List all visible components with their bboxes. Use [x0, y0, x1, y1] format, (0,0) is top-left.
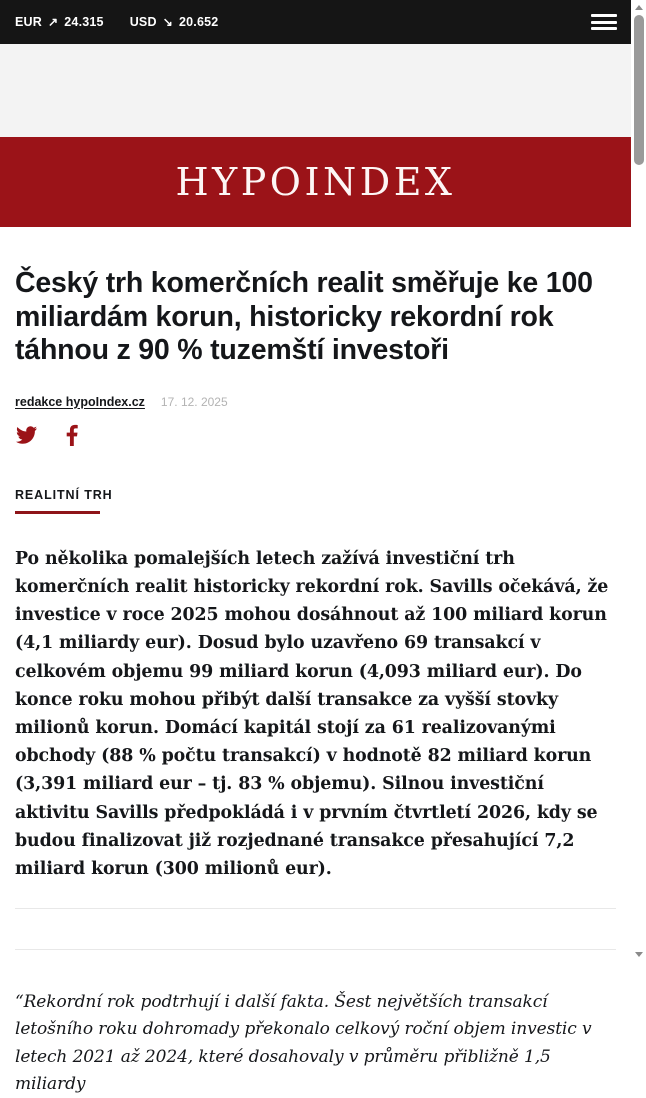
- social-share-group: [15, 424, 616, 447]
- hamburger-bar: [591, 14, 617, 17]
- facebook-icon[interactable]: [60, 424, 83, 447]
- ticker-usd-value: 20.652: [178, 15, 219, 29]
- hamburger-bar: [591, 27, 617, 30]
- scroll-up-arrow[interactable]: [632, 0, 646, 14]
- header-spacer: [0, 44, 631, 137]
- top-bar: [0, 0, 631, 44]
- publish-date: 17. 12. 2025: [160, 394, 228, 409]
- hamburger-bar: [591, 21, 617, 24]
- chevron-down-icon: [635, 952, 643, 957]
- article-paragraph: Po několika pomalejších letech zažívá investiční trh komerčních realit historicky rekordní rok. Savills očekává, že investice v roce 2025 mohou dosáhnout až 100 miliard korun (4,1 miliardy eur). Dosud bylo uzavřeno 69 transakcí v celkovém objemu 99 miliard korun (4,093 miliard eur). Do konce roku mohou přibýt další transakce za vyšší stovky milionů korun. Domácí kapitál stojí za 61 realizovanými obchody (88 % počtu transakcí) v hodnotě 82 miliard korun (3,391 miliard eur – tj. 83 % objemu). Silnou investiční aktivitu Savills předpokládá i v prvním čtvrtletí 2026, kdy se budou finalizovat již rozjednané transakce přesahující 7,2 miliard korun (300 milionů eur).: [15, 548, 609, 879]
- ticker-usd[interactable]: [130, 15, 219, 29]
- author-link[interactable]: redakce hypoIndex.cz: [15, 394, 145, 409]
- trend-up-icon: ↗: [48, 15, 59, 29]
- hamburger-menu-icon[interactable]: [591, 12, 617, 32]
- site-logo[interactable]: HYPOINDEX: [175, 160, 456, 204]
- vertical-scrollbar[interactable]: [631, 0, 645, 961]
- scroll-thumb[interactable]: [634, 15, 644, 165]
- article-quote: “Rekordní rok podtrhují i další fakta. Šest největších transakcí letošního roku dohromady překonalo celkový roční objem investic v letech 2021 až 2024, které dosahovaly v průměru přibližně 1,5 miliardy: [15, 992, 592, 1094]
- ticker-usd-code: USD: [129, 15, 157, 29]
- scroll-down-arrow[interactable]: [632, 947, 646, 961]
- chevron-up-icon: [635, 5, 643, 10]
- category-label[interactable]: REALITNÍ TRH: [15, 487, 113, 502]
- article: [0, 267, 631, 1098]
- article-meta: [15, 395, 616, 409]
- page-title: Český trh komerčních realit směřuje ke 100 miliardám korun, historicky rekordní rok táhnou z 90 % tuzemští investoři: [15, 267, 593, 367]
- section-divider: [15, 908, 616, 909]
- site-banner: [0, 137, 631, 227]
- trend-down-icon: ↘: [162, 15, 173, 29]
- ticker-eur-code: EUR: [15, 15, 42, 29]
- category-accent-rule: [15, 511, 100, 514]
- section-divider: [15, 949, 616, 950]
- ticker-eur[interactable]: [15, 15, 104, 29]
- ticker-eur-value: 24.315: [64, 15, 104, 29]
- twitter-icon[interactable]: [15, 424, 38, 447]
- currency-ticker-group: [15, 15, 218, 29]
